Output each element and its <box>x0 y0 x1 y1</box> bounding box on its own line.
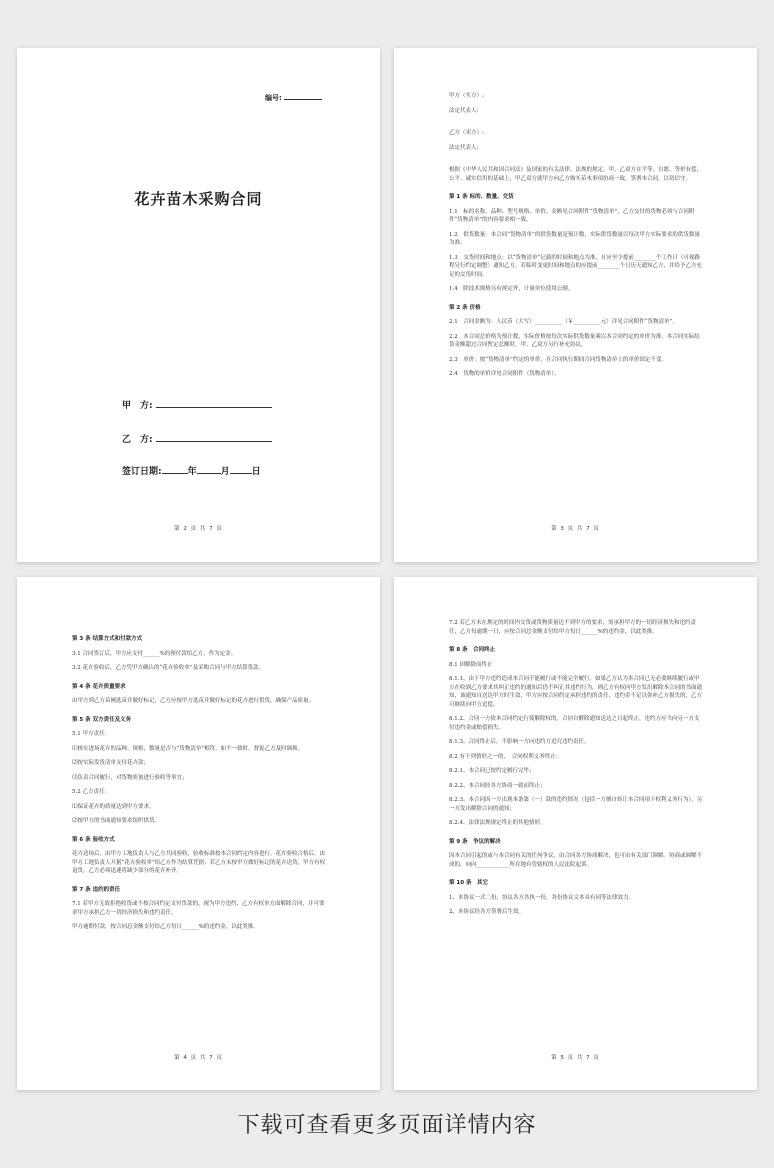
contract-number <box>265 92 322 103</box>
month-blank <box>197 464 221 474</box>
spacer <box>449 121 704 129</box>
contract-number-blank <box>284 92 322 100</box>
party-a-label: 甲 方: <box>122 401 153 411</box>
month-label: 月 <box>220 467 230 477</box>
paragraph: 3.2 花卉验收后，乙方凭甲方确认的“花卉验收单”及采购合同与甲方结算货款。 <box>72 665 265 672</box>
section-heading: 第 1 条 标的、数量、交货 <box>449 194 514 201</box>
paragraph: 8.1.3、合同终止后，不影响一方向违约方追究违约责任。 <box>449 739 590 746</box>
section-heading: 第 4 条 花卉质量要求 <box>72 683 126 690</box>
paragraph: 2、本协议经各方签署后生效。 <box>449 909 525 916</box>
paragraph: 1、本协议一式二份，协议各方各执一份，各份协议文本具有同等法律效力。 <box>449 894 635 901</box>
paragraph: 甲方（买方）: <box>449 93 484 99</box>
party-b-label: 乙 方: <box>122 435 153 445</box>
party-a-blank <box>156 398 272 408</box>
paragraph: 5.1 甲方责任： <box>72 731 110 738</box>
paragraph: 8.2 有下列情形之一的， 合同权利义务终止： <box>449 753 562 760</box>
party-a-signature-line <box>122 398 272 411</box>
paragraph: 2.4 货物的单价详见合同附件（货物清单）。 <box>449 371 560 378</box>
paragraph: 5.2 乙方责任： <box>72 789 110 796</box>
signing-date-label: 签订日期: <box>122 467 162 477</box>
paragraph: 因本合同引起的或与本合同有关的任何争议，由合同各方协商解决，也可由有关部门调解。协商或调解不成的，向向____________所在地有管辖权的人民法院起诉。 <box>449 853 703 868</box>
document-page-4 <box>394 577 757 1090</box>
page-body <box>449 619 704 923</box>
paragraph: 1.1 标的名称、品种、型号规格、单价、金额见合同附件“货物清单”，乙方交付的货物必须与合同附件“货物清单”的内容要求相一致。 <box>449 208 695 224</box>
year-label: 年 <box>187 467 197 477</box>
section-heading: 第 8 条 合同终止 <box>449 647 496 654</box>
document-title: 花卉苗木采购合同 <box>134 190 263 208</box>
paragraph: 8.2.3、本合同因一方出现本条第（一）款的违约情况（包括一方擅自转让本合同项下权利义务行为），另一方发出解除合同的通知； <box>449 797 703 812</box>
document-page-3 <box>17 577 380 1090</box>
day-label: 日 <box>251 467 261 477</box>
page-number: 第 3 页 共 7 页 <box>551 526 600 532</box>
year-blank <box>162 464 188 474</box>
spacer <box>449 158 704 166</box>
paragraph: ⑴核实进场花卉的品种、规格、数量是否与“货物清单”相符，如不一致时，督促乙方及时调换。 <box>72 745 304 752</box>
paragraph: ⑵按甲方的书面通知要求组织供货。 <box>72 818 161 825</box>
paragraph: 花卉送场后，由甲方工地负责人与乙方共同验收，验收标准按本合同约定内容进行。花卉验收合格后，由甲方工地负责人开据“花卉验收单”给乙方作为结算凭据；若乙方未按甲方做好标记的花卉送货，甲方有权退货，乙方必须迅速将缺少部分的花卉补齐。 <box>72 851 326 875</box>
paragraph: 7.2 若乙方未在规定的时间内交货或货物质量达不到甲方的要求，需承担甲方的一切经济损失和违约责任，乙方每逾期一日，应按合同总金额支付给甲方每日______%的违约金，以此类推。 <box>449 620 696 635</box>
download-caption: 下载可查看更多页面详情内容 <box>237 1113 537 1138</box>
paragraph: ⑵按实际发货清单支付花卉款； <box>72 760 150 767</box>
paragraph: 1.4 除技术规格另有规定外，计量单位使用公制。 <box>449 286 574 293</box>
paragraph: 8.2.2、本合同经各方协商一致而终止； <box>449 782 546 789</box>
document-page-2 <box>394 48 757 562</box>
section-heading: 第 5 条 双方责任及义务 <box>72 716 132 723</box>
party-b-blank <box>156 432 272 442</box>
paragraph: 3.1 合同签订后，甲方应支付______%的预付款给乙方，作为定金。 <box>72 650 237 657</box>
paragraph: ⑴保证花卉的质量达到甲方要求。 <box>72 803 155 810</box>
signing-date-line <box>122 464 261 477</box>
paragraph: 1.3 交货时间和地点：以“货物清单”记载的时间和地点为准，且应至少提前________个工作日（可视路程另行约定调整）通知乙方。若临时变更时间和地点的应提前________个日历天通知乙方，并给予乙方充足的交货时间。 <box>449 254 703 278</box>
paragraph: 法定代表人: <box>449 107 479 114</box>
page-body <box>72 625 327 938</box>
section-heading: 第 9 条 争议的解决 <box>449 838 501 845</box>
paragraph: 1.2 供货数量：本合同“货物清单”的供货数量是预计数，实际供货数量以每次甲方实际要求的供货数量为准。 <box>449 231 700 247</box>
paragraph: 2.3 单价：按“货物清单”约定的单价，在合同执行期间合同货物清单上的单价固定不变。 <box>449 356 667 363</box>
section-heading: 第 7 条 违约的责任 <box>72 886 121 893</box>
section-heading: 第 10 条 其它 <box>449 880 488 887</box>
paragraph: 8.1 因解除而终止 <box>449 661 493 668</box>
paragraph: 8.2.1、本合同已按约定履行完毕； <box>449 768 535 775</box>
paragraph: 7.1 若甲方无故拒绝收货或不按合同约定支付货款的，视为甲方违约，乙方有权单方面解除合同，并可要求甲方承担乙方一切经济损失和违约责任。 <box>72 901 325 916</box>
page-body <box>449 92 704 385</box>
party-b-signature-line <box>122 432 272 445</box>
contract-number-label: 编号: <box>265 94 282 102</box>
paragraph: 根据《中华人民共和国合同法》及国家的有关法律、法规的规定，甲、乙双方在平等、自愿、等价有偿、公平、诚实信用的基础上，甲乙双方就甲方向乙方购买苗木事项协商一致，签署本合同，以资信守。 <box>449 167 703 182</box>
section-heading: 第 3 条 结算方式和付款方式 <box>72 636 143 642</box>
paragraph: 8.2.4、法律法规规定终止的其他情形。 <box>449 820 546 827</box>
paragraph: 法定代表人: <box>449 144 479 151</box>
page-number: 第 5 页 共 7 页 <box>551 1055 600 1061</box>
paragraph: 8.1.1、由于甲方违约造成本合同不能履行或不能完全履行，如果乙方认为本合同已无必要继续履行或甲方在收到乙方要求其纠正违约的通知后仍不纠正其违约行为，则乙方有权向甲方发出解除本合同的书面通知，该通知自送达甲方时生效，甲方应按合同约定承担违约的责任，违约金不足以弥补乙方损失的，乙方可继续向甲方追偿。 <box>449 676 703 708</box>
paragraph: 8.1.2、合同一方依本合同约定行使解除权的，合同自解除通知送达之日起终止，违约方应当向另一方支付违约金或赔偿损失。 <box>449 716 700 731</box>
section-heading: 第 6 条 验收方式 <box>72 836 115 843</box>
document-page-cover <box>17 48 380 562</box>
section-heading: 第 2 条 价格 <box>449 304 481 311</box>
paragraph: 由甲方到乙方苗圃选苗并做好标记，乙方应按甲方选苗并做好标记的花卉进行供货，确保产品质量。 <box>72 698 315 705</box>
paragraph: 乙方（卖方）: <box>449 130 484 137</box>
page-number: 第 4 页 共 7 页 <box>174 1055 223 1061</box>
paragraph: 甲方逾期付款，按合同总金额支付给乙方每日______%的违约金，以此类推。 <box>72 924 259 931</box>
paragraph: ⑶负责合同履行，对货物质量进行验收等事宜； <box>72 774 188 781</box>
page-number: 第 2 页 共 7 页 <box>174 526 223 532</box>
day-blank <box>230 464 252 474</box>
paragraph: 2.1 合同金额为：人民币（大写）__________（￥__________元）详见合同附件“货物清单”。 <box>449 319 678 326</box>
paragraph: 2.2 本合同总价格为预计数，实际价格按每次实际供货数量乘以本合同约定的单价为准，本合同实际结算金额超过合同暂定总额时，甲、乙双方另行补充协议。 <box>449 333 700 349</box>
